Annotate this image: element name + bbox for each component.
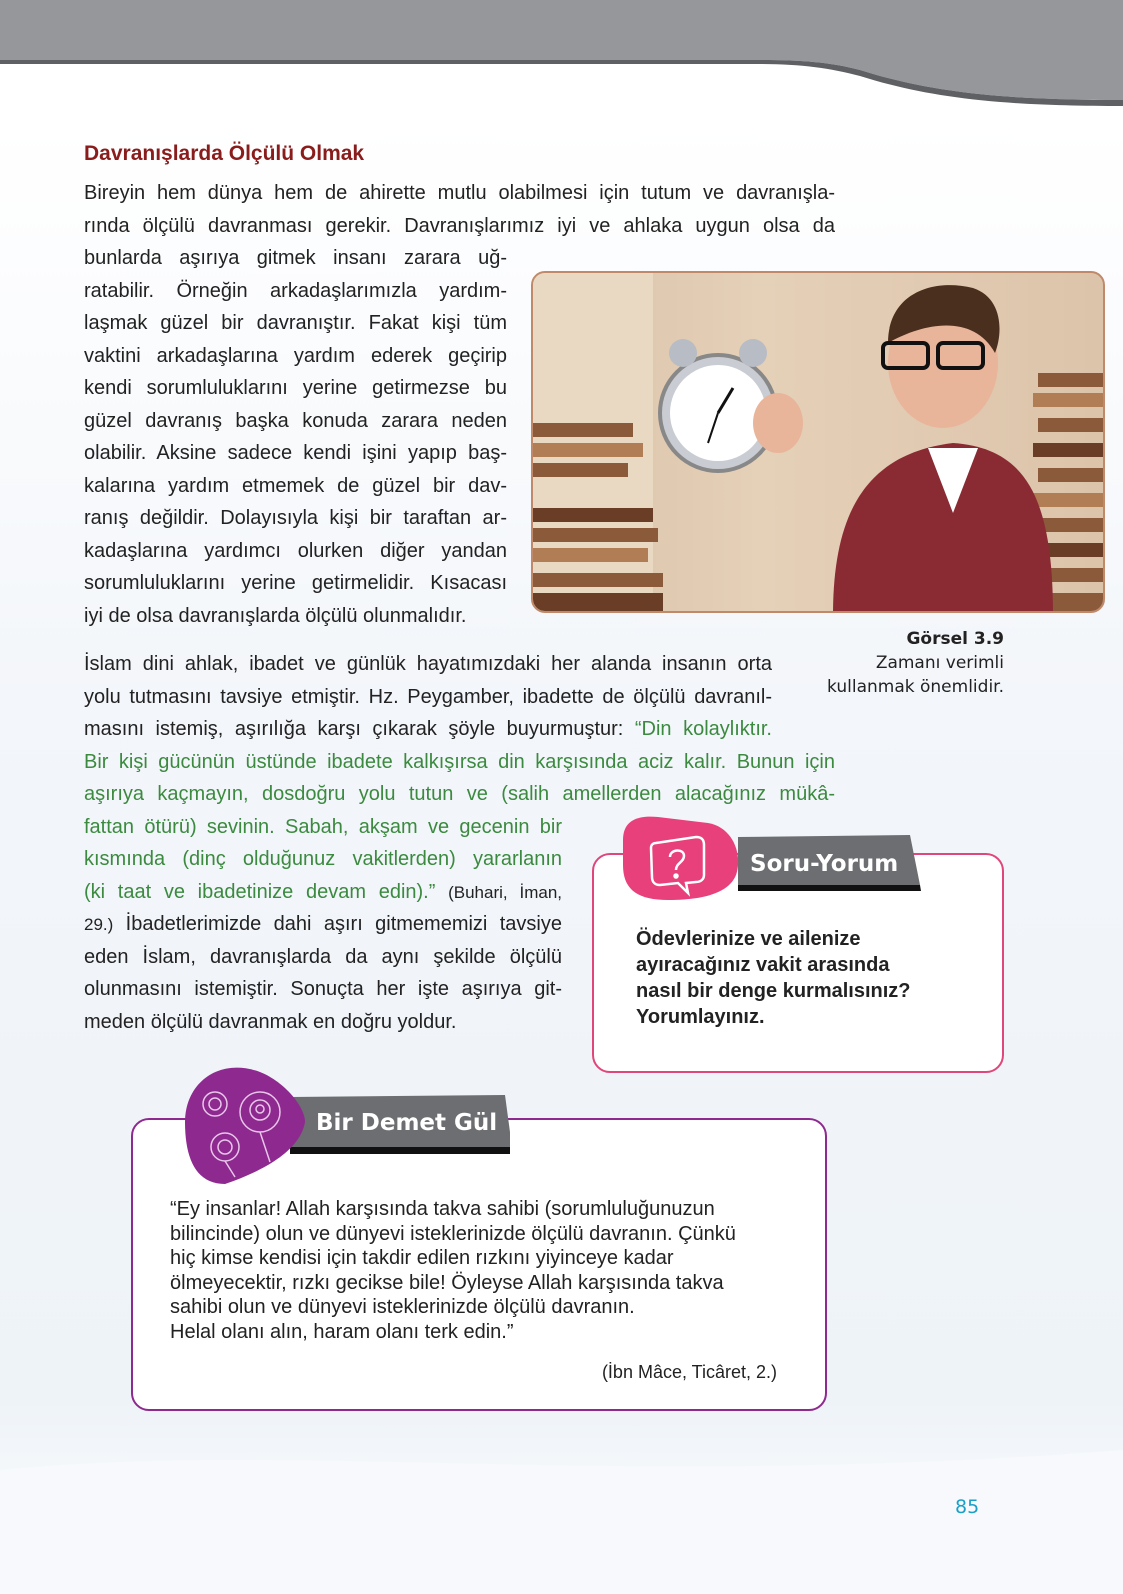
text-line (84, 571, 507, 595)
quote-line: “Ey insanlar! Allah karşısında takva sahibi (sorumluluğunuzun (170, 1198, 715, 1220)
text-span: (Buhari, İman, (448, 882, 562, 902)
text-span: İslam dini ahlak, ibadet ve günlük hayatımızdaki her alanda insanın orta (84, 653, 772, 675)
text-line (84, 604, 507, 628)
text-span: rında ölçülü davranması gerekir. Davranışlarımız iyi ve ahlaka uygun olsa da (84, 214, 835, 237)
text-line (84, 782, 835, 806)
text-span: kısmında (dinç olduğunuz vakitlerden) yararlanın (84, 848, 562, 870)
text-span: eden İslam, davranışlarda da aynı şekilde ölçülü (84, 945, 562, 968)
text-span: olabilir. Aksine sadece kendi işini yapıp baş- (84, 442, 507, 464)
soru-yorum-title: Soru-Yorum (750, 851, 899, 877)
text-span: Bir kişi gücünün üstünde ibadete kalkışırsa din karşısında aciz kalır. Bunun için (84, 750, 835, 773)
text-line (84, 279, 507, 303)
text-span: iyi de olsa davranışlarda ölçülü olunmalıdır. (84, 604, 467, 627)
figure-label: Görsel 3.9 (906, 629, 1004, 649)
text-line (84, 977, 562, 1001)
page-header-band (0, 0, 1123, 110)
text-span: aşırıya kaçmayın, dosdoğru yolu tutun ve (salih amellerden alacağınız mükâ- (84, 783, 835, 805)
caption-line: Zamanı verimli (875, 653, 1004, 673)
text-line (84, 717, 772, 741)
text-line (84, 652, 772, 676)
text-line (84, 506, 507, 530)
page-number: 85 (955, 1496, 980, 1518)
text-span: kendi sorumluluklarını yerine getirmezse bu (84, 377, 507, 399)
text-line (84, 1010, 562, 1034)
text-line (84, 750, 835, 774)
soru-yorum-question (636, 926, 911, 1030)
text-line (84, 880, 562, 905)
quote-line: ölmeyecektir, rızkı gecikse bile! Öyleyse Allah karşısında takva (170, 1271, 724, 1294)
figure-caption (827, 627, 1004, 699)
quote-source: (İbn Mâce, Ticâret, 2.) (601, 1362, 777, 1382)
quote-line: bilincinde) olun ve dünyevi isteklerinizde ölçülü davranın. Çünkü (170, 1222, 736, 1245)
text-span: fattan ötürü) sevinin. Sabah, akşam ve gecenin bir (84, 815, 562, 838)
text-span: masını istemiş, aşırılığa karşı çıkarak şöyle buyurmuştur: (84, 718, 635, 740)
text-span: yolu tutmasını tavsiye etmiştir. Hz. Peygamber, ibadette de ölçülü davranıl- (84, 685, 772, 708)
text-line (84, 685, 772, 709)
caption-line: kullanmak önemlidir. (827, 677, 1004, 697)
text-span: ranış değildir. Dolayısıyla kişi bir taraftan ar- (84, 507, 507, 529)
text-line (84, 246, 507, 270)
text-line (84, 214, 835, 238)
text-span: İbadetlerimizde dahi aşırı gitmememizi tavsiye (113, 913, 562, 935)
text-span: güzel davranış başka konuda zarara neden (84, 409, 507, 432)
text-span: “Din kolaylıktır. (634, 718, 772, 740)
bir-demet-gul-title: Bir Demet Gül (316, 1110, 498, 1136)
text-line (84, 945, 562, 969)
text-span: bunlarda aşırıya gitmek insanı zarara uğ- (84, 247, 507, 269)
hadith-quote (170, 1197, 736, 1344)
question-line: Yorumlayınız. (636, 1006, 765, 1028)
text-span: sorumluluklarını yerine getirmelidir. Kısacası (84, 572, 507, 594)
text-line (84, 815, 562, 839)
text-line (84, 311, 507, 335)
text-line (84, 181, 835, 205)
text-span: Bireyin hem dünya hem de ahirette mutlu olabilmesi için tutum ve davranışla- (84, 182, 835, 204)
text-span: kadaşlarına yardımcı olurken diğer yandan (84, 539, 507, 562)
text-span: 29.) (84, 915, 114, 934)
text-span: meden ölçülü davranmak en doğru yoldur. (84, 1010, 457, 1033)
text-span: olunmasını istemiştir. Sonuçta her işte aşırıya git- (84, 978, 562, 1000)
question-line: Ödevlerinize ve ailenize (636, 928, 861, 950)
quote-line: Helal olanı alın, haram olanı terk edin.” (170, 1320, 514, 1343)
section-title: Davranışlarda Ölçülü Olmak (84, 142, 365, 165)
text-line (84, 344, 507, 368)
text-line (84, 847, 562, 871)
text-line (84, 539, 507, 563)
question-line: nasıl bir denge kurmalısınız? (636, 980, 911, 1002)
quote-line: sahibi olun ve dünyevi isteklerinizde ölçülü davranın. (170, 1296, 635, 1318)
text-span: ratabilir. Örneğin arkadaşlarımızla yardım- (84, 279, 507, 302)
text-span: vaktini arkadaşlarına yardım ederek geçirip (84, 344, 507, 367)
text-line (84, 376, 507, 400)
text-line (84, 409, 507, 433)
figure-photo-student-with-clock (531, 271, 1105, 613)
text-line (84, 474, 507, 498)
quote-line: hiç kimse kendisi için takdir edilen rızkını yiyinceye kadar (170, 1247, 674, 1269)
text-span: laşmak güzel bir davranıştır. Fakat kişi tüm (84, 312, 507, 334)
text-line (84, 441, 507, 465)
text-line (84, 912, 562, 937)
text-span: kalarına yardım etmemek de güzel bir dav- (84, 474, 507, 497)
question-line: ayıracağınız vakit arasında (636, 954, 890, 976)
text-span: (ki taat ve ibadetinize devam edin).” (84, 880, 449, 903)
